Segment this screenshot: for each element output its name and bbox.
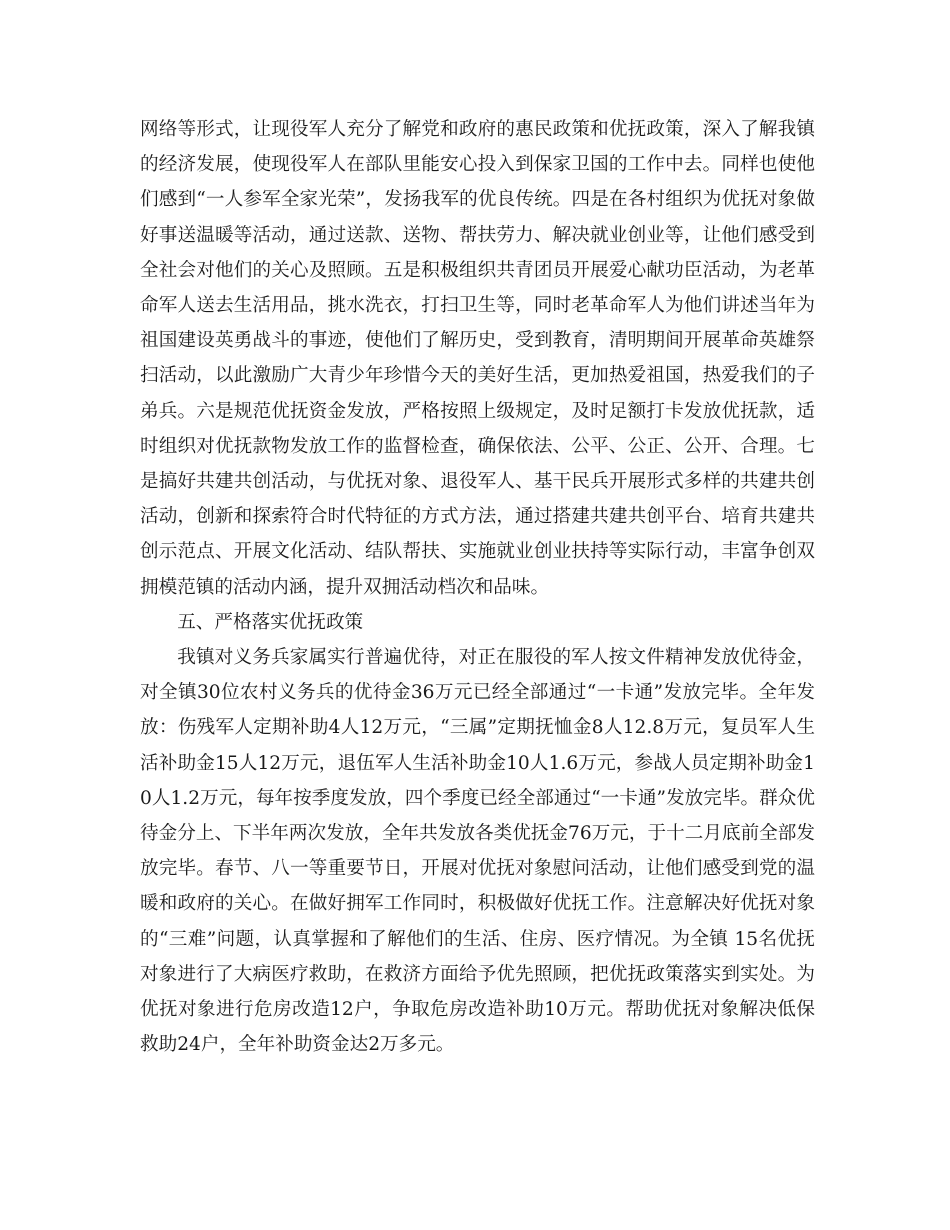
section-body-paragraph: 我镇对义务兵家属实行普遍优待，对正在服役的军人按文件精神发放优待金，对全镇30位农村义务兵的优待金36万元已经全部通过“一卡通”发放完毕。全年发放：伤残军人定期补助4人12万元，“三属”定期抚恤金8人12.8万元，复员军人生活补助金15人12万元，退伍军人生活补助金10人1.6万元，参战人员定期补助金10人1.2万元，每年按季度发放，四个季度已经全部通过“一卡通”发放完毕。群众优待金分上、下半年两次发放，全年共发放各类优抚金76万元，于十二月底前全部发放完毕。春节、八一等重要节日，开展对优抚对象慰问活动，让他们感受到党的温暖和政府的关心。在做好拥军工作同时，积极做好优抚工作。注意解决好优抚对象的“三难”问题，认真掌握和了解他们的生活、住房、医疗情况。为全镇 15名优抚对象进行了大病医疗救助，在救济方面给予优先照顾，把优抚政策落实到实处。为优抚对象进行危房改造12户，争取危房改造补助10万元。帮助优抚对象解决低保救助24户，全年补助资金达2万多元。: [140, 647, 815, 1056]
paragraph-continuation: 网络等形式，让现役军人充分了解党和政府的惠民政策和优抚政策，深入了解我镇的经济发展，使现役军人在部队里能安心投入到保家卫国的工作中去。同样也使他们感到“一人参军全家光荣”，发扬我军的优良传统。四是在各村组织为优抚对象做好事送温暖等活动，通过送款、送物、帮扶劳力、解决就业创业等，让他们感受到全社会对他们的关心及照顾。五是积极组织共青团员开展爱心献功臣活动，为老革命军人送去生活用品，挑水洗衣，打扫卫生等，同时老革命军人为他们讲述当年为祖国建设英勇战斗的事迹，使他们了解历史，受到教育，清明期间开展革命英雄祭扫活动，以此激励广大青少年珍惜今天的美好生活，更加热爱祖国，热爱我们的子弟兵。六是规范优抚资金发放，严格按照上级规定，及时足额打卡发放优抚款，适时组织对优抚款物发放工作的监督检查，确保依法、公平、公正、公开、合理。七是搞好共建共创活动，与优抚对象、退役军人、基干民兵开展形式多样的共建共创活动，创新和探索符合时代特征的方式方法，通过搭建共建共创平台、培育共建共创示范点、开展文化活动、结队帮扶、实施就业创业扶持等实际行动，丰富争创双拥模范镇的活动内涵，提升双拥活动档次和品味。: [140, 119, 815, 598]
document-page: [140, 112, 815, 1062]
section-heading: 五、严格落实优抚政策: [177, 611, 364, 633]
